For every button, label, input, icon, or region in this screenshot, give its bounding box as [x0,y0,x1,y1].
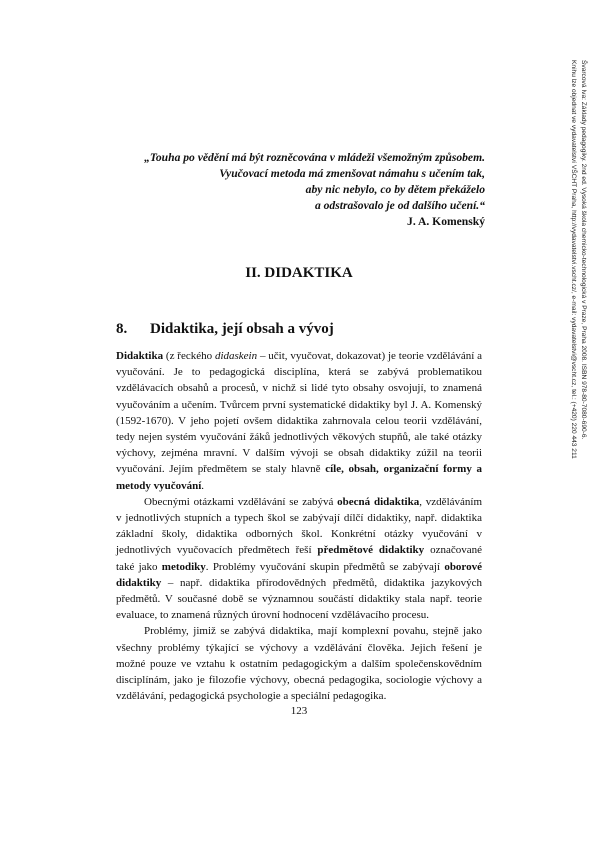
motto-line: „Touha po vědění má být rozněcována v mládeži všemožným způsobem. [144,151,485,164]
motto-line: Vyučovací metoda má zmenšovat námahu s učením tak, [219,167,485,180]
text-run: (z řeckého [163,350,215,362]
page-number: 123 [290,705,308,717]
text-run: Obecnými otázkami vzdělávání se zabývá [144,495,338,508]
motto-line: a odstrašovalo je od dalšího učení.“ [314,199,485,212]
greek-term: didaskein [214,350,258,362]
text-run: označované také jako [116,544,482,573]
text-run: – učit, vyučovat, dokazovat) je teorie vzdělávání a vyučování. Je to pedagogická disciplína, která se zabývá problematikou vzdělávacích obsahů a procesů, v nichž si lidé tyto obsahy osvojují, to znamená vyučováním a učením. Tvůrcem první systematické didaktiky byl J. A. Komenský (1592-1670). V jeho pojetí ovšem didaktika zahrnovala celou teorii vzdělávání, tedy nejen systém vyučování žáků jednotlivých věkových stupňů, ale také otázky výchovy, zejména mravní. V dalším vývoji se obsah didaktiky zúžil na teorii vyučování. Jejím předmětem se staly hlavně [116,350,483,476]
term-predmetove-didaktiky: předmětové didaktiky [317,544,425,557]
citation-line-1: Švarcová Iva: Základy pedagogiky. 2nd ed. Vysoká škola chemicko-technologická v Praze, Praha 2008. ISBN 978-80-7080-690-6. [580,60,587,440]
text-run: , vzděláváním v jednotlivých stupních a typech škol se zabývají dílčí didaktiky, např. didaktika základní školy, didaktika odborných škol. Konkrétní otázky vyučování v jednotlivých vyučovacích předmětech řeší [116,495,482,557]
motto-author: J. A. Komenský [407,215,485,228]
motto-line: aby nic nebylo, co by dětem překáželo [305,183,485,196]
term-metodiky: metodiky [161,560,206,573]
text-run: . [201,479,204,492]
citation-line-2: Knihu lze objednat ve vydavatelství VŠCHT Praha, http://vydavatelstvi.vscht.cz/, e-mail: vydavatelstvi@vscht.cz, tel.: (+420) 220 443 211 [570,60,577,459]
paragraph-3: Problémy, jimiž se zabývá didaktika, mají komplexní povahu, stejně jako všechny problémy týkající se výchovy a vzdělávání člověka. Jejich řešení je možné pouze ve vztahu k ostatním pedagogickým a dalším společenskovědním disciplínám, jako je filozofie výchovy, obecná pedagogika, sociologie výchovy a vzdělávání, pedagogická psychologie a speciální pedagogika. [116,625,482,703]
body-text [116,348,482,704]
chapter-motto [85,150,485,230]
section-title: Didaktika, její obsah a vývoj [150,321,334,337]
term-obecna-didaktika: obecná didaktika [337,495,420,508]
section-heading [116,321,482,338]
term-didaktika: Didaktika [116,350,164,362]
chapter-title: II. DIDAKTIKA [245,265,353,281]
side-citation-note [558,60,588,620]
text-run: – např. didaktika přírodovědných předmětů, didaktika jazykových předmětů. V současné době se významnou součástí didaktiky stala např. teorie evaluace, to znamená různých úrovní hodnocení vzdělávacího procesu. [116,576,482,622]
paragraph-1 [116,348,482,494]
text-run: . Problémy vyučování skupin předmětů se zabývají [205,560,445,573]
emphasis-subjects: cíle, obsah, organizační formy a metody vyučování [116,463,482,492]
section-number: 8. [116,321,128,337]
term-oborove-didaktiky: oborové didaktiky [116,560,482,589]
paragraph-2 [116,494,482,624]
